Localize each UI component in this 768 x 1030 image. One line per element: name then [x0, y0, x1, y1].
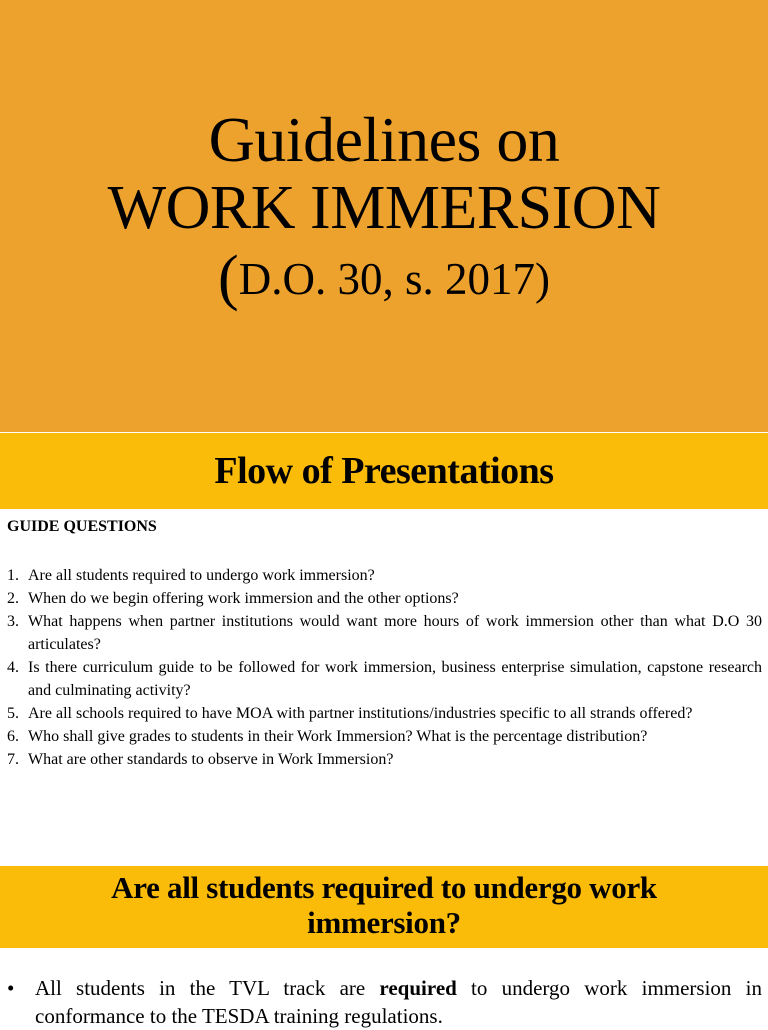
list-item	[7, 702, 762, 725]
question-text: Who shall give grades to students in their Work Immersion? What is the percentage distribution?	[28, 728, 648, 745]
question-number: 2.	[7, 590, 19, 607]
bullet-text-bold: required	[379, 976, 457, 1000]
list-item	[7, 587, 762, 610]
heading-line-1: Are all students required to undergo work	[111, 870, 657, 905]
bullet-icon: •	[7, 976, 15, 1000]
list-item	[7, 564, 762, 587]
title-line-1: Guidelines on	[208, 104, 560, 175]
question-text: Are all students required to undergo work immersion?	[28, 567, 375, 584]
bullet-text	[35, 974, 762, 1030]
title-line-3	[0, 246, 768, 311]
list-item	[7, 725, 762, 748]
title-open-paren: (	[218, 244, 239, 312]
flow-heading: Flow of Presentations	[0, 433, 768, 509]
title-line-2: WORK IMMERSION	[107, 174, 661, 242]
question-text: What are other standards to observe in Work Immersion?	[28, 751, 394, 768]
question-text: Is there curriculum guide to be followed for work immersion, business enterprise simulation, capstone research and culminating activity?	[28, 659, 762, 699]
question-number: 3.	[7, 613, 19, 630]
question-list	[7, 564, 762, 771]
bullet-text-pre: All students in the TVL track are	[35, 976, 380, 1000]
list-item	[7, 656, 762, 702]
question-number: 7.	[7, 751, 19, 768]
list-item	[7, 748, 762, 771]
heading-line-2: immersion?	[307, 905, 461, 940]
question-text: What happens when partner institutions would want more hours of work immersion other than what D.O 30 articulates?	[28, 613, 762, 653]
question-number: 4.	[7, 659, 19, 676]
question-slide-heading	[0, 866, 768, 948]
question-number: 1.	[7, 567, 19, 584]
question-text: When do we begin offering work immersion and the other options?	[28, 590, 459, 607]
guide-questions-label: GUIDE QUESTIONS	[7, 518, 157, 535]
question-number: 5.	[7, 705, 19, 722]
title-slide	[0, 0, 768, 432]
bullet-text-post: to undergo work immersion in conformance to the TESDA training regulations.	[35, 976, 762, 1028]
question-text: Are all schools required to have MOA with partner institutions/industries specific to all strands offered?	[28, 705, 693, 722]
bullet-item	[7, 974, 762, 1030]
question-number: 6.	[7, 728, 19, 745]
title-line-3-text: D.O. 30, s. 2017)	[238, 254, 550, 304]
list-item	[7, 610, 762, 656]
